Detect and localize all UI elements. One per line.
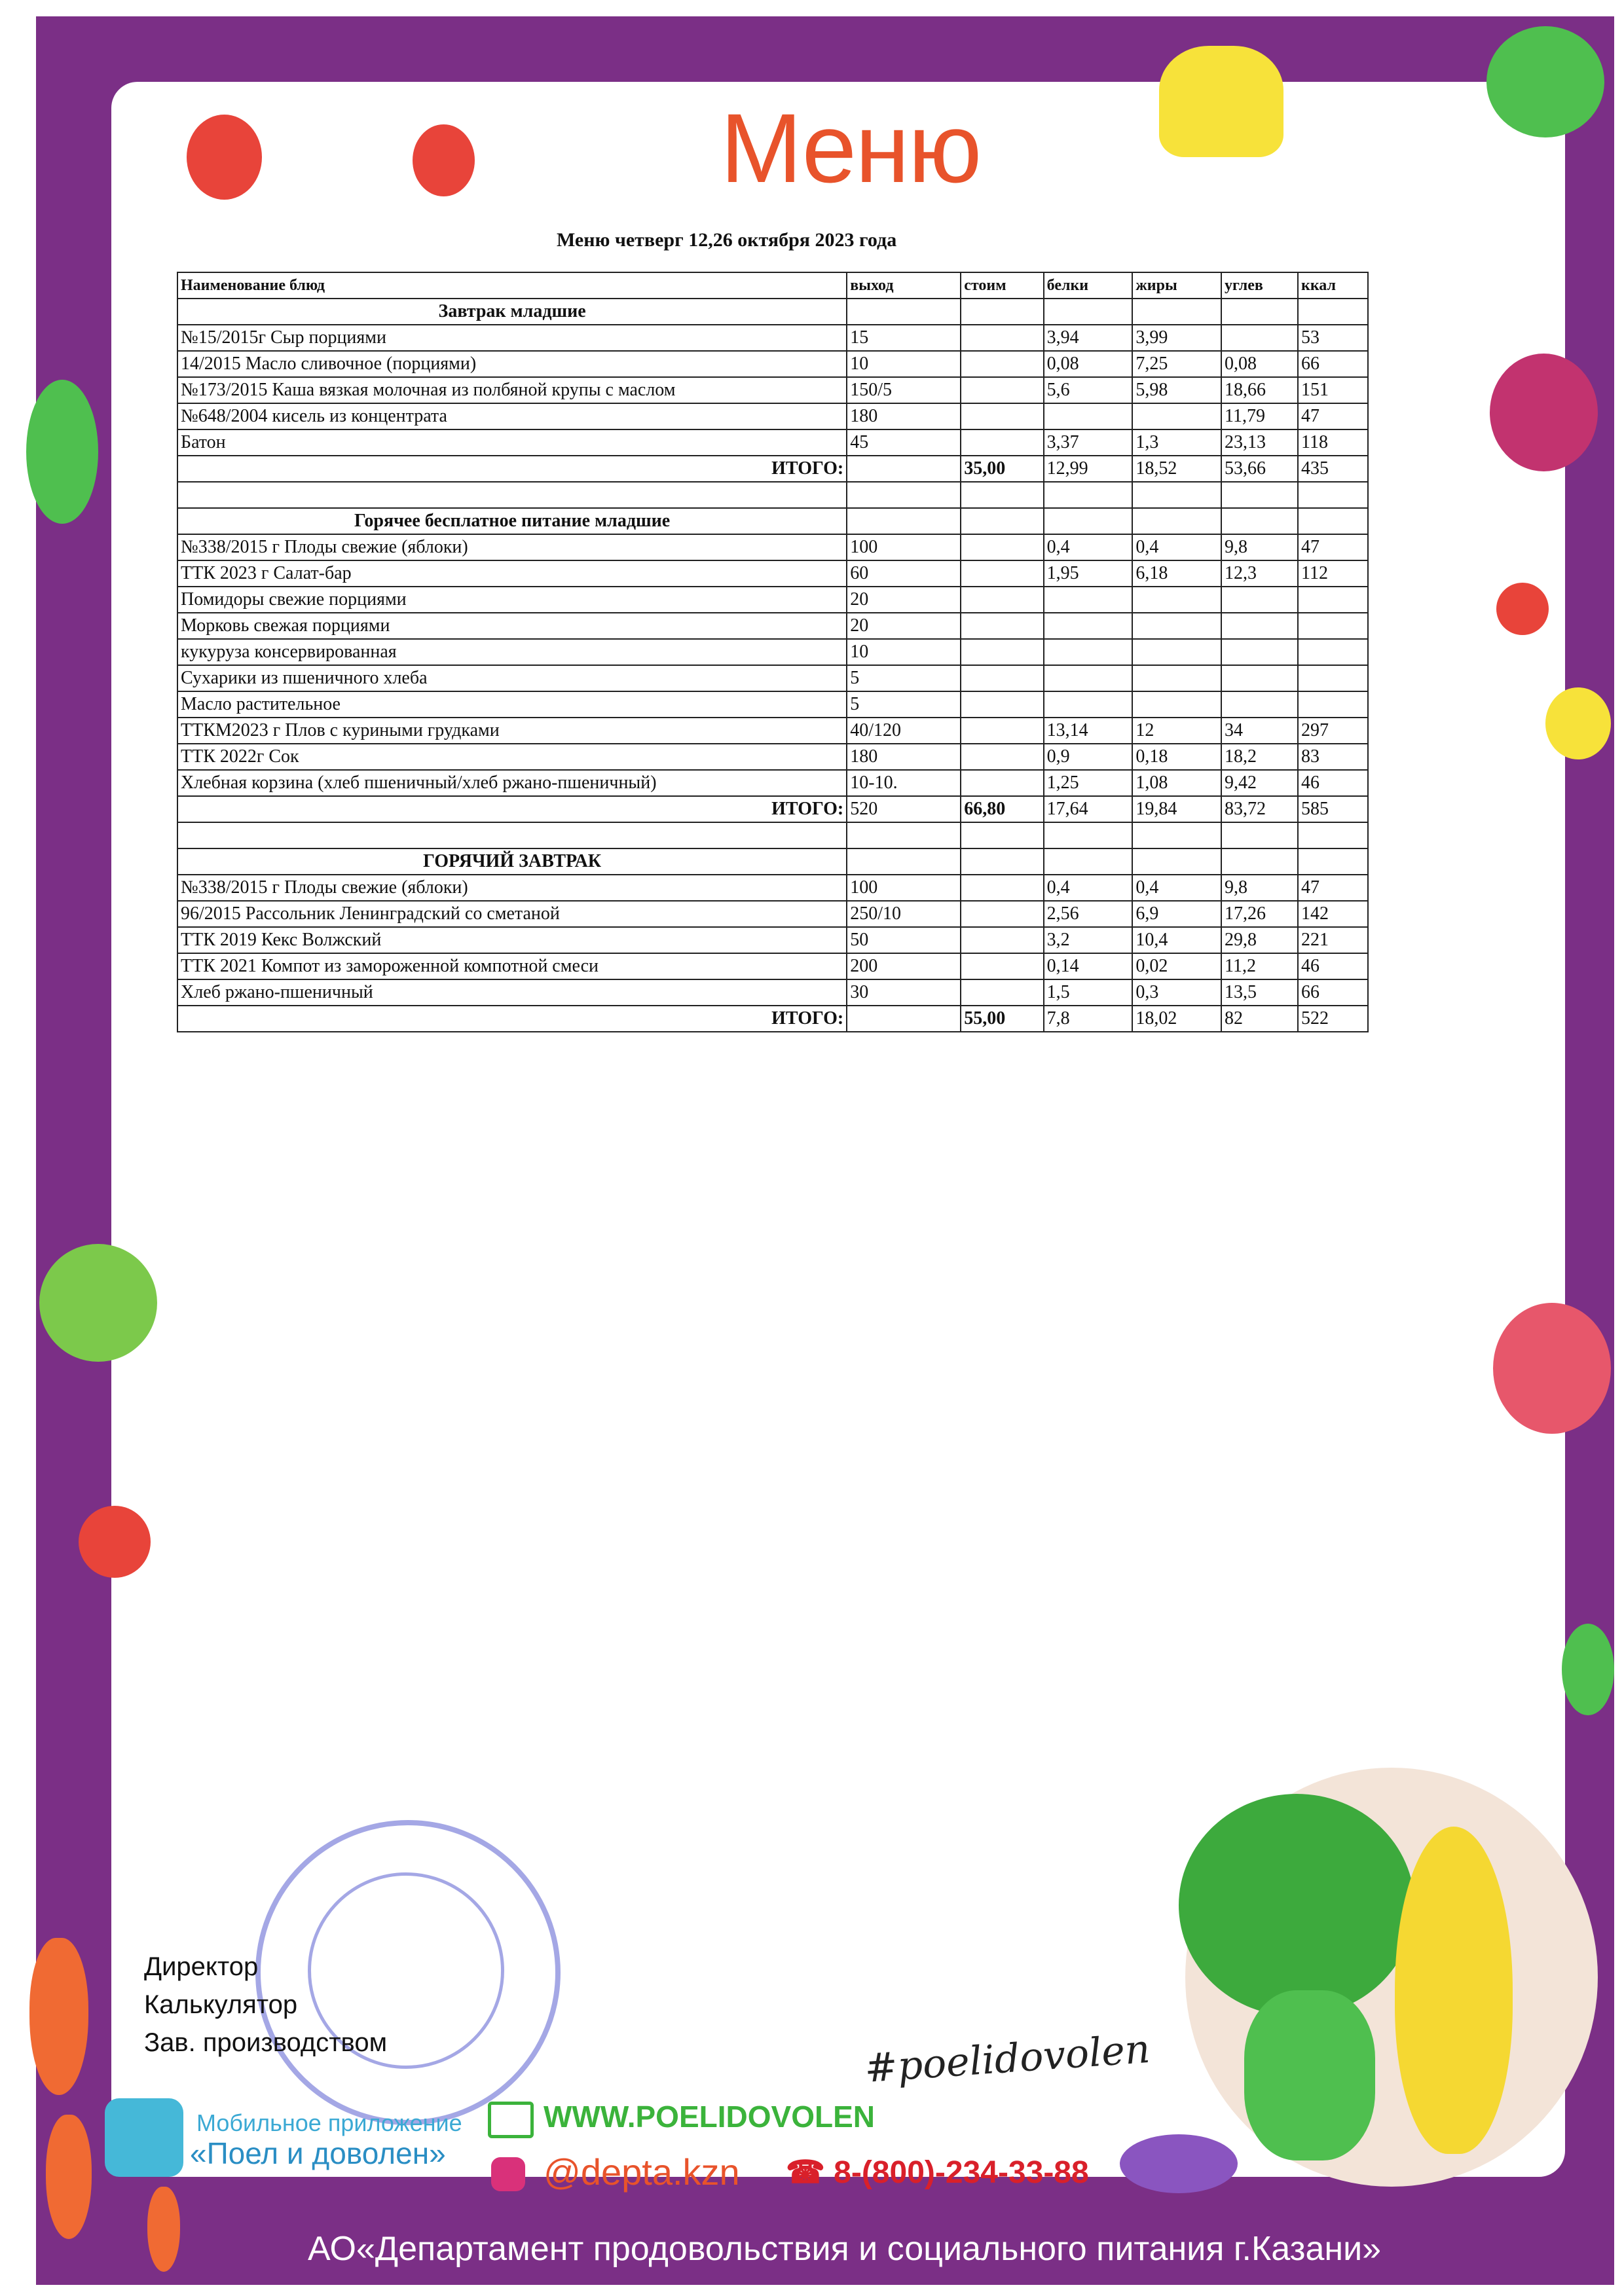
table-cell: 118 [1298, 429, 1368, 456]
section-row [177, 299, 1368, 325]
table-cell [1298, 508, 1368, 534]
leaf-icon [1486, 26, 1604, 137]
table-cell: 13,14 [1044, 718, 1133, 744]
carrot-icon [147, 2187, 180, 2272]
table-cell [1221, 665, 1298, 691]
table-cell: 46 [1298, 770, 1368, 796]
dish-name: Помидоры свежие порциями [177, 587, 847, 613]
spacer-row [177, 482, 1368, 508]
table-cell [1298, 691, 1368, 718]
table-row [177, 534, 1368, 560]
table-cell [1132, 587, 1221, 613]
total-cell: 66,80 [961, 796, 1043, 822]
table-cell: 0,08 [1221, 351, 1298, 377]
table-row [177, 587, 1368, 613]
table-cell: 0,4 [1132, 875, 1221, 901]
table-cell: 0,9 [1044, 744, 1133, 770]
table-cell [1221, 848, 1298, 875]
table-cell: 180 [847, 744, 961, 770]
cheese-icon [1159, 46, 1283, 157]
broccoli-icon [1244, 1990, 1375, 2160]
dish-name: ТТК 2023 г Салат-бар [177, 560, 847, 587]
table-row [177, 744, 1368, 770]
table-cell [1044, 613, 1133, 639]
web-icon [488, 2102, 534, 2138]
total-cell: 522 [1298, 1006, 1368, 1032]
table-cell: 50 [847, 927, 961, 953]
tomato-icon [1496, 583, 1549, 635]
dish-name: Сухарики из пшеничного хлеба [177, 665, 847, 691]
table-cell: 221 [1298, 927, 1368, 953]
carrot-icon [29, 1938, 88, 2095]
table-cell: 5 [847, 691, 961, 718]
table-cell [1132, 403, 1221, 429]
dish-name: №173/2015 Каша вязкая молочная из полбяной крупы с маслом [177, 377, 847, 403]
table-cell [1044, 508, 1133, 534]
total-cell [847, 456, 961, 482]
table-cell: 0,4 [1044, 875, 1133, 901]
section-title: ГОРЯЧИЙ ЗАВТРАК [177, 848, 847, 875]
table-cell: 29,8 [1221, 927, 1298, 953]
dish-name: №338/2015 г Плоды свежие (яблоки) [177, 534, 847, 560]
meat-icon [1493, 1303, 1611, 1434]
table-cell [1298, 665, 1368, 691]
table-cell: 6,18 [1132, 560, 1221, 587]
table-cell: 1,08 [1132, 770, 1221, 796]
table-cell [961, 901, 1043, 927]
dish-name: Хлебная корзина (хлеб пшеничный/хлеб ржано-пшеничный) [177, 770, 847, 796]
table-cell [1298, 639, 1368, 665]
table-cell [961, 718, 1043, 744]
total-cell: 55,00 [961, 1006, 1043, 1032]
instagram-icon [491, 2157, 525, 2191]
table-cell [1132, 482, 1221, 508]
table-cell [961, 770, 1043, 796]
table-cell: 46 [1298, 953, 1368, 979]
table-cell: 7,25 [1132, 351, 1221, 377]
table-cell [1298, 482, 1368, 508]
total-cell: 18,52 [1132, 456, 1221, 482]
table-cell: 18,2 [1221, 744, 1298, 770]
section-title: Горячее бесплатное питание младшие [177, 508, 847, 534]
table-cell [961, 953, 1043, 979]
column-header: стоим [961, 272, 1043, 299]
table-cell: 0,14 [1044, 953, 1133, 979]
dish-name: Масло растительное [177, 691, 847, 718]
dish-name: 96/2015 Рассольник Ленинградский со сметаной [177, 901, 847, 927]
dish-name: кукуруза консервированная [177, 639, 847, 665]
table-cell [961, 639, 1043, 665]
signature-director: Директор [144, 1952, 259, 1981]
total-cell: 7,8 [1044, 1006, 1133, 1032]
table-cell [1132, 848, 1221, 875]
table-row [177, 718, 1368, 744]
table-cell [961, 744, 1043, 770]
total-cell: 12,99 [1044, 456, 1133, 482]
dish-name: №648/2004 кисель из концентрата [177, 403, 847, 429]
dish-name: №338/2015 г Плоды свежие (яблоки) [177, 875, 847, 901]
table-cell [1298, 587, 1368, 613]
hashtag: #poelidovolen [863, 2026, 1152, 2092]
total-row [177, 796, 1368, 822]
table-cell: 0,4 [1044, 534, 1133, 560]
candy-icon [1120, 2134, 1238, 2193]
table-cell: 5,6 [1044, 377, 1133, 403]
table-cell: 200 [847, 953, 961, 979]
table-cell: 100 [847, 534, 961, 560]
table-row [177, 429, 1368, 456]
table-cell [847, 482, 961, 508]
table-cell: 3,37 [1044, 429, 1133, 456]
table-cell: 1,3 [1132, 429, 1221, 456]
table-row [177, 665, 1368, 691]
table-cell: 1,5 [1044, 979, 1133, 1006]
table-cell [961, 299, 1043, 325]
table-cell [1132, 691, 1221, 718]
table-cell: 297 [1298, 718, 1368, 744]
column-header: углев [1221, 272, 1298, 299]
table-row [177, 613, 1368, 639]
dish-name: Батон [177, 429, 847, 456]
table-cell [1221, 482, 1298, 508]
total-cell: 520 [847, 796, 961, 822]
table-cell: 10,4 [1132, 927, 1221, 953]
table-cell [1132, 665, 1221, 691]
table-cell: 47 [1298, 875, 1368, 901]
table-row [177, 979, 1368, 1006]
table-row [177, 351, 1368, 377]
broccoli-icon [1179, 1794, 1414, 2016]
table-cell: 20 [847, 613, 961, 639]
table-row [177, 560, 1368, 587]
website-link[interactable]: WWW.POELIDOVOLEN [544, 2100, 875, 2134]
table-cell: 40/120 [847, 718, 961, 744]
dish-name: №15/2015г Сыр порциями [177, 325, 847, 351]
table-row [177, 901, 1368, 927]
table-cell [1298, 299, 1368, 325]
column-header: жиры [1132, 272, 1221, 299]
table-cell [1221, 639, 1298, 665]
table-cell: 0,18 [1132, 744, 1221, 770]
table-cell: 23,13 [1221, 429, 1298, 456]
table-cell: 60 [847, 560, 961, 587]
table-cell [1221, 691, 1298, 718]
table-cell [961, 534, 1043, 560]
total-cell: 585 [1298, 796, 1368, 822]
table-cell: 47 [1298, 403, 1368, 429]
table-cell: 0,4 [1132, 534, 1221, 560]
column-header: ккал [1298, 272, 1368, 299]
table-row [177, 639, 1368, 665]
table-cell: 0,08 [1044, 351, 1133, 377]
signatures [144, 1948, 387, 2062]
table-cell [1221, 299, 1298, 325]
leaf-icon [1562, 1624, 1614, 1715]
table-cell [847, 508, 961, 534]
tomato-icon [187, 115, 262, 200]
table-cell [1044, 403, 1133, 429]
table-cell [1044, 848, 1133, 875]
table-cell: 10 [847, 351, 961, 377]
table-cell [961, 927, 1043, 953]
table-cell [1298, 822, 1368, 848]
table-cell [1044, 482, 1133, 508]
table-header-row [177, 272, 1368, 299]
table-cell: 180 [847, 403, 961, 429]
column-header: выход [847, 272, 961, 299]
table-cell [1044, 822, 1133, 848]
table-cell: 250/10 [847, 901, 961, 927]
table-cell: 45 [847, 429, 961, 456]
table-cell [1044, 587, 1133, 613]
phone-icon: ☎ [786, 2155, 825, 2190]
table-cell: 151 [1298, 377, 1368, 403]
table-cell [1221, 613, 1298, 639]
phone-number[interactable] [786, 2154, 1089, 2191]
total-cell: 82 [1221, 1006, 1298, 1032]
table-cell: 66 [1298, 351, 1368, 377]
table-cell: 30 [847, 979, 961, 1006]
table-cell: 2,56 [1044, 901, 1133, 927]
dish-name: 14/2015 Масло сливочное (порциями) [177, 351, 847, 377]
table-cell: 47 [1298, 534, 1368, 560]
dish-name: ТТК 2021 Компот из замороженной компотной смеси [177, 953, 847, 979]
beet-icon [1490, 354, 1598, 471]
table-cell [1132, 639, 1221, 665]
section-row [177, 508, 1368, 534]
total-cell: 18,02 [1132, 1006, 1221, 1032]
total-label: ИТОГО: [177, 796, 847, 822]
signature-head-production: Зав. производством [144, 2028, 388, 2057]
table-cell [1132, 508, 1221, 534]
table-cell: 150/5 [847, 377, 961, 403]
table-cell: 15 [847, 325, 961, 351]
table-cell [1298, 613, 1368, 639]
table-cell: 3,99 [1132, 325, 1221, 351]
table-cell [961, 482, 1043, 508]
table-cell [177, 822, 847, 848]
table-cell: 5,98 [1132, 377, 1221, 403]
table-cell: 9,8 [1221, 534, 1298, 560]
total-row [177, 456, 1368, 482]
table-row [177, 770, 1368, 796]
table-cell [1044, 665, 1133, 691]
table-cell [1044, 691, 1133, 718]
table-cell: 12,3 [1221, 560, 1298, 587]
table-cell: 17,26 [1221, 901, 1298, 927]
table-cell [961, 560, 1043, 587]
table-cell: 10 [847, 639, 961, 665]
table-cell [961, 351, 1043, 377]
table-cell [961, 587, 1043, 613]
like-icon [105, 2098, 183, 2177]
banana-icon [1395, 1827, 1513, 2154]
table-cell: 10-10. [847, 770, 961, 796]
table-cell [1221, 508, 1298, 534]
table-cell [961, 691, 1043, 718]
table-cell [961, 848, 1043, 875]
table-cell: 20 [847, 587, 961, 613]
table-cell: 13,5 [1221, 979, 1298, 1006]
column-header: белки [1044, 272, 1133, 299]
total-cell: 35,00 [961, 456, 1043, 482]
total-cell: 435 [1298, 456, 1368, 482]
table-row [177, 927, 1368, 953]
table-cell: 112 [1298, 560, 1368, 587]
table-cell: 142 [1298, 901, 1368, 927]
table-cell: 6,9 [1132, 901, 1221, 927]
column-header: Наименование блюд [177, 272, 847, 299]
dish-name: Морковь свежая порциями [177, 613, 847, 639]
table-cell: 83 [1298, 744, 1368, 770]
total-cell [847, 1006, 961, 1032]
table-cell [961, 403, 1043, 429]
table-row [177, 377, 1368, 403]
table-row [177, 325, 1368, 351]
table-cell [961, 377, 1043, 403]
table-cell: 18,66 [1221, 377, 1298, 403]
table-cell [1221, 325, 1298, 351]
table-cell [847, 299, 961, 325]
table-cell: 3,2 [1044, 927, 1133, 953]
table-cell [1298, 848, 1368, 875]
table-cell: 11,79 [1221, 403, 1298, 429]
app-label: Мобильное приложение [196, 2109, 462, 2136]
table-cell: 5 [847, 665, 961, 691]
table-row [177, 403, 1368, 429]
menu-table [177, 272, 1369, 1032]
menu-date: Меню четверг 12,26 октября 2023 года [557, 229, 897, 251]
tomato-icon [413, 124, 475, 196]
dish-name: ТТК 2022г Сок [177, 744, 847, 770]
dish-name: ТТКМ2023 г Плов с куриными грудками [177, 718, 847, 744]
table-cell: 53 [1298, 325, 1368, 351]
table-cell [1132, 299, 1221, 325]
table-row [177, 953, 1368, 979]
table-cell [961, 613, 1043, 639]
signature-calculator: Калькулятор [144, 1990, 298, 2019]
section-row [177, 848, 1368, 875]
table-cell [961, 429, 1043, 456]
table-cell: 0,3 [1132, 979, 1221, 1006]
table-cell: 66 [1298, 979, 1368, 1006]
total-cell: 17,64 [1044, 796, 1133, 822]
tomato-icon [79, 1506, 151, 1578]
table-cell [961, 665, 1043, 691]
table-cell [847, 822, 961, 848]
table-cell [961, 325, 1043, 351]
table-cell [1221, 587, 1298, 613]
lemon-icon [1545, 687, 1611, 759]
table-cell [1044, 639, 1133, 665]
table-row [177, 691, 1368, 718]
total-cell: 53,66 [1221, 456, 1298, 482]
table-cell [1044, 299, 1133, 325]
table-cell: 3,94 [1044, 325, 1133, 351]
carrot-icon [46, 2115, 92, 2239]
apple-icon [39, 1244, 157, 1362]
total-row [177, 1006, 1368, 1032]
section-title: Завтрак младшие [177, 299, 847, 325]
table-cell: 100 [847, 875, 961, 901]
table-cell [961, 979, 1043, 1006]
phone-text: 8-(800)-234-33-88 [834, 2155, 1089, 2190]
table-cell [1221, 822, 1298, 848]
total-cell: 83,72 [1221, 796, 1298, 822]
dish-name: ТТК 2019 Кекс Волжский [177, 927, 847, 953]
table-cell [961, 875, 1043, 901]
table-cell: 34 [1221, 718, 1298, 744]
dish-name: Хлеб ржано-пшеничный [177, 979, 847, 1006]
instagram-link[interactable]: @depta.kzn [544, 2151, 740, 2193]
table-cell [961, 508, 1043, 534]
spacer-row [177, 822, 1368, 848]
table-cell: 0,02 [1132, 953, 1221, 979]
table-cell [1132, 822, 1221, 848]
table-row [177, 875, 1368, 901]
table-cell: 1,95 [1044, 560, 1133, 587]
table-cell [177, 482, 847, 508]
total-cell: 19,84 [1132, 796, 1221, 822]
page-title: Меню [720, 93, 981, 203]
leaf-icon [26, 380, 98, 524]
table-cell [847, 848, 961, 875]
total-label: ИТОГО: [177, 456, 847, 482]
app-name: «Поел и доволен» [190, 2136, 446, 2170]
table-cell [1132, 613, 1221, 639]
footer-text: АО«Департамент продовольствия и социального питания г.Казани» [308, 2230, 1382, 2268]
table-cell: 9,8 [1221, 875, 1298, 901]
table-cell [961, 822, 1043, 848]
table-cell: 1,25 [1044, 770, 1133, 796]
table-cell: 12 [1132, 718, 1221, 744]
total-label: ИТОГО: [177, 1006, 847, 1032]
table-cell: 11,2 [1221, 953, 1298, 979]
table-cell: 9,42 [1221, 770, 1298, 796]
